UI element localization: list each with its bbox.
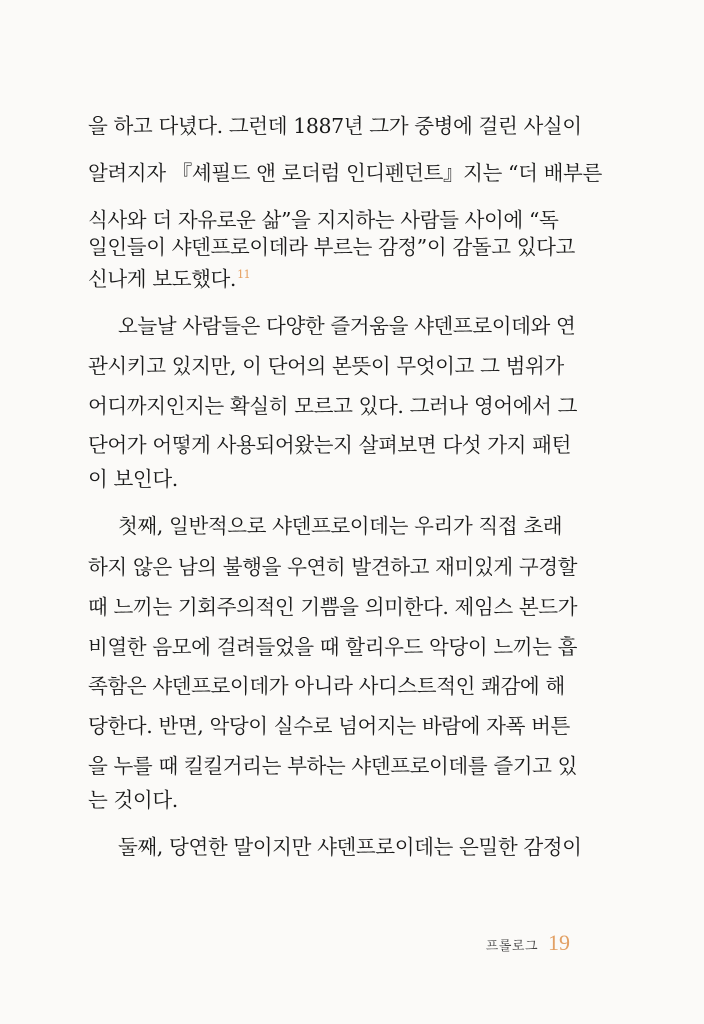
text-line: 족함은 샤덴프로이데가 아니라 사디스트적인 쾌감에 해: [88, 674, 565, 698]
text-line: 하지 않은 남의 불행을 우연히 발견하고 재미있게 구경할: [88, 555, 578, 579]
text-line: 알려지자 『셰필드 앤 로더럼 인디펜던트』지는 “더 배부른: [88, 161, 602, 185]
paragraph-first-line: 첫째, 일반적으로 샤덴프로이데는 우리가 직접 초래: [118, 514, 563, 538]
text-line: 관시키고 있지만, 이 단어의 본뜻이 무엇이고 그 범위가: [88, 354, 564, 378]
page-footer: [486, 930, 570, 956]
text-line: 비열한 음모에 걸려들었을 때 할리우드 악당이 느끼는 흡: [88, 635, 578, 659]
text-line: 당한다. 반면, 악당이 실수로 넘어지는 바람에 자폭 버튼: [88, 714, 570, 738]
text-line: 이 보인다.: [88, 467, 178, 491]
text-line: 는 것이다.: [88, 788, 178, 812]
text-line: 을 하고 다녔다. 그런데 1887년 그가 중병에 걸린 사실이: [88, 114, 582, 138]
page-number: 19: [548, 930, 570, 955]
text-line: 일인들이 샤덴프로이데라 부르는 감정”이 감돌고 있다고: [88, 235, 575, 259]
text-line: 어디까지인지는 확실히 모르고 있다. 그러나 영어에서 그: [88, 394, 578, 418]
paragraph-first-line: 둘째, 당연한 말이지만 샤덴프로이데는 은밀한 감정이: [118, 835, 582, 859]
paragraph-first-line: 오늘날 사람들은 다양한 즐거움을 샤덴프로이데와 연: [118, 314, 576, 338]
text-line: 신나게 보도했다.: [88, 267, 237, 291]
text-line: 을 누를 때 킬킬거리는 부하는 샤덴프로이데를 즐기고 있: [88, 754, 578, 778]
text-line: 단어가 어떻게 사용되어왔는지 살펴보면 다섯 가지 패턴: [88, 433, 571, 457]
text-line: 식사와 더 자유로운 삶”을 지지하는 사람들 사이에 “독: [88, 208, 559, 232]
running-head: 프롤로그: [485, 939, 538, 954]
footnote-reference[interactable]: 11: [237, 268, 251, 282]
text-line: 때 느끼는 기회주의적인 기쁨을 의미한다. 제임스 본드가: [88, 595, 578, 619]
text-line-with-footnote: [88, 266, 628, 293]
